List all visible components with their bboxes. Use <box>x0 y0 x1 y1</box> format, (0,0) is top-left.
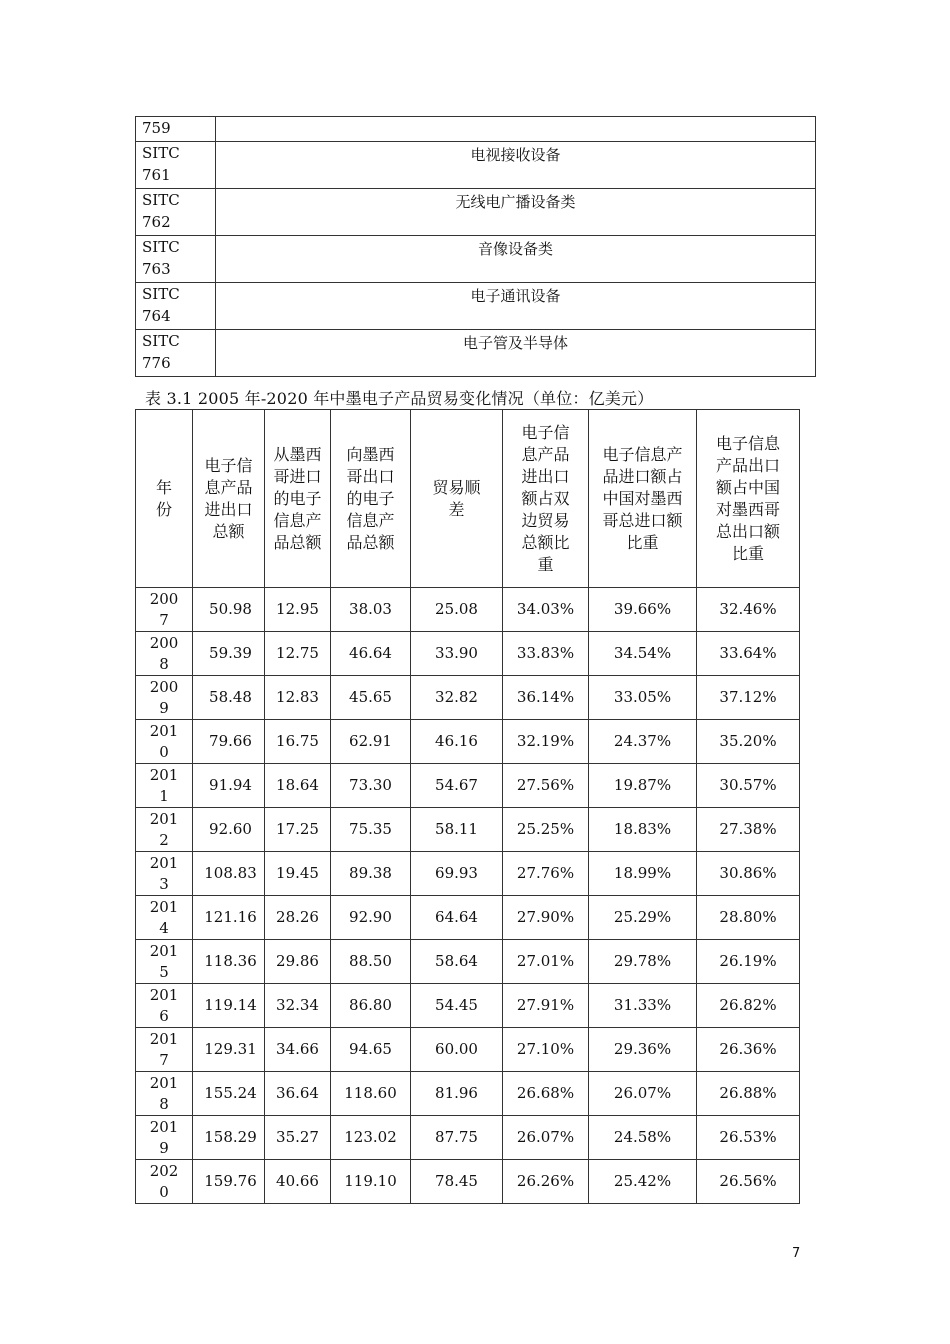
value-cell: 17.25 <box>265 808 331 852</box>
year-cell: 2007 <box>136 588 193 632</box>
value-cell: 58.48 <box>193 676 265 720</box>
value-cell: 26.07% <box>589 1072 697 1116</box>
value-cell: 32.34 <box>265 984 331 1028</box>
value-cell: 32.82 <box>411 676 503 720</box>
sitc-table-body <box>136 117 816 377</box>
value-cell: 119.14 <box>193 984 265 1028</box>
value-cell: 35.27 <box>265 1116 331 1160</box>
trade-header-cell: 电子信息产品进出口额占双边贸易总额比重 <box>503 410 589 588</box>
sitc-code-cell: SITC 762 <box>136 189 216 236</box>
value-cell: 18.99% <box>589 852 697 896</box>
year-cell: 2011 <box>136 764 193 808</box>
value-cell: 34.66 <box>265 1028 331 1072</box>
value-cell: 32.19% <box>503 720 589 764</box>
value-cell: 54.67 <box>411 764 503 808</box>
table-caption: 表 3.1 2005 年-2020 年中墨电子产品贸易变化情况（单位：亿美元） <box>145 389 654 408</box>
value-cell: 18.83% <box>589 808 697 852</box>
value-cell: 12.75 <box>265 632 331 676</box>
year-cell: 2008 <box>136 632 193 676</box>
year-cell: 2016 <box>136 984 193 1028</box>
trade-table-row <box>136 1028 800 1072</box>
value-cell: 46.16 <box>411 720 503 764</box>
value-cell: 26.88% <box>697 1072 800 1116</box>
value-cell: 24.37% <box>589 720 697 764</box>
value-cell: 123.02 <box>331 1116 411 1160</box>
value-cell: 36.64 <box>265 1072 331 1116</box>
value-cell: 69.93 <box>411 852 503 896</box>
year-cell: 2018 <box>136 1072 193 1116</box>
sitc-name-cell: 电子管及半导体 <box>216 330 816 377</box>
sitc-table-row <box>136 330 816 377</box>
value-cell: 33.64% <box>697 632 800 676</box>
value-cell: 27.10% <box>503 1028 589 1072</box>
value-cell: 129.31 <box>193 1028 265 1072</box>
value-cell: 19.87% <box>589 764 697 808</box>
value-cell: 28.26 <box>265 896 331 940</box>
value-cell: 29.78% <box>589 940 697 984</box>
trade-table-header-row <box>136 410 800 588</box>
value-cell: 26.56% <box>697 1160 800 1204</box>
value-cell: 26.36% <box>697 1028 800 1072</box>
value-cell: 34.03% <box>503 588 589 632</box>
value-cell: 29.86 <box>265 940 331 984</box>
value-cell: 12.83 <box>265 676 331 720</box>
value-cell: 155.24 <box>193 1072 265 1116</box>
value-cell: 30.86% <box>697 852 800 896</box>
trade-header-cell: 电子信息产品进口额占中国对墨西哥总进口额比重 <box>589 410 697 588</box>
value-cell: 24.58% <box>589 1116 697 1160</box>
value-cell: 27.38% <box>697 808 800 852</box>
sitc-code-cell: 759 <box>136 117 216 142</box>
value-cell: 12.95 <box>265 588 331 632</box>
year-cell: 2019 <box>136 1116 193 1160</box>
sitc-code-cell: SITC 761 <box>136 142 216 189</box>
value-cell: 78.45 <box>411 1160 503 1204</box>
value-cell: 159.76 <box>193 1160 265 1204</box>
year-cell: 2014 <box>136 896 193 940</box>
value-cell: 118.60 <box>331 1072 411 1116</box>
value-cell: 27.90% <box>503 896 589 940</box>
value-cell: 37.12% <box>697 676 800 720</box>
value-cell: 16.75 <box>265 720 331 764</box>
trade-table-row <box>136 676 800 720</box>
value-cell: 33.90 <box>411 632 503 676</box>
value-cell: 64.64 <box>411 896 503 940</box>
sitc-table-row <box>136 117 816 142</box>
trade-table-row <box>136 632 800 676</box>
value-cell: 27.01% <box>503 940 589 984</box>
trade-header-cell: 电子信息产品出口额占中国对墨西哥总出口额比重 <box>697 410 800 588</box>
value-cell: 26.07% <box>503 1116 589 1160</box>
value-cell: 108.83 <box>193 852 265 896</box>
value-cell: 25.42% <box>589 1160 697 1204</box>
value-cell: 73.30 <box>331 764 411 808</box>
value-cell: 46.64 <box>331 632 411 676</box>
value-cell: 59.39 <box>193 632 265 676</box>
value-cell: 26.68% <box>503 1072 589 1116</box>
value-cell: 35.20% <box>697 720 800 764</box>
sitc-code-cell: SITC 764 <box>136 283 216 330</box>
trade-header-cell: 年份 <box>136 410 193 588</box>
value-cell: 33.83% <box>503 632 589 676</box>
value-cell: 28.80% <box>697 896 800 940</box>
value-cell: 26.53% <box>697 1116 800 1160</box>
value-cell: 58.64 <box>411 940 503 984</box>
value-cell: 26.26% <box>503 1160 589 1204</box>
trade-header-cell: 从墨西哥进口的电子信息产品总额 <box>265 410 331 588</box>
trade-table-row <box>136 764 800 808</box>
value-cell: 118.36 <box>193 940 265 984</box>
value-cell: 88.50 <box>331 940 411 984</box>
year-cell: 2012 <box>136 808 193 852</box>
trade-table-body <box>136 588 800 1204</box>
value-cell: 25.25% <box>503 808 589 852</box>
value-cell: 50.98 <box>193 588 265 632</box>
value-cell: 25.29% <box>589 896 697 940</box>
value-cell: 94.65 <box>331 1028 411 1072</box>
year-cell: 2017 <box>136 1028 193 1072</box>
trade-table-row <box>136 808 800 852</box>
year-cell: 2010 <box>136 720 193 764</box>
year-cell: 2009 <box>136 676 193 720</box>
value-cell: 45.65 <box>331 676 411 720</box>
sitc-name-cell: 音像设备类 <box>216 236 816 283</box>
sitc-table-row <box>136 142 816 189</box>
trade-table-row <box>136 1116 800 1160</box>
sitc-name-cell: 电子通讯设备 <box>216 283 816 330</box>
sitc-code-cell: SITC 763 <box>136 236 216 283</box>
value-cell: 60.00 <box>411 1028 503 1072</box>
value-cell: 40.66 <box>265 1160 331 1204</box>
value-cell: 25.08 <box>411 588 503 632</box>
value-cell: 27.76% <box>503 852 589 896</box>
trade-header-cell: 电子信息产品进出口总额 <box>193 410 265 588</box>
sitc-code-cell: SITC 776 <box>136 330 216 377</box>
value-cell: 81.96 <box>411 1072 503 1116</box>
value-cell: 79.66 <box>193 720 265 764</box>
value-cell: 26.19% <box>697 940 800 984</box>
value-cell: 27.56% <box>503 764 589 808</box>
value-cell: 91.94 <box>193 764 265 808</box>
value-cell: 29.36% <box>589 1028 697 1072</box>
sitc-table-row <box>136 283 816 330</box>
value-cell: 89.38 <box>331 852 411 896</box>
sitc-name-cell: 无线电广播设备类 <box>216 189 816 236</box>
value-cell: 32.46% <box>697 588 800 632</box>
sitc-name-cell: 电视接收设备 <box>216 142 816 189</box>
trade-table-row <box>136 940 800 984</box>
value-cell: 92.90 <box>331 896 411 940</box>
year-cell: 2015 <box>136 940 193 984</box>
value-cell: 27.91% <box>503 984 589 1028</box>
value-cell: 38.03 <box>331 588 411 632</box>
value-cell: 54.45 <box>411 984 503 1028</box>
sitc-table-row <box>136 236 816 283</box>
value-cell: 119.10 <box>331 1160 411 1204</box>
trade-table-row <box>136 588 800 632</box>
value-cell: 18.64 <box>265 764 331 808</box>
trade-table-row <box>136 1072 800 1116</box>
year-cell: 2020 <box>136 1160 193 1204</box>
value-cell: 34.54% <box>589 632 697 676</box>
value-cell: 62.91 <box>331 720 411 764</box>
trade-table-row <box>136 1160 800 1204</box>
value-cell: 75.35 <box>331 808 411 852</box>
trade-table-row <box>136 984 800 1028</box>
trade-table-row <box>136 852 800 896</box>
value-cell: 39.66% <box>589 588 697 632</box>
sitc-name-cell <box>216 117 816 142</box>
value-cell: 92.60 <box>193 808 265 852</box>
value-cell: 86.80 <box>331 984 411 1028</box>
value-cell: 26.82% <box>697 984 800 1028</box>
value-cell: 19.45 <box>265 852 331 896</box>
value-cell: 87.75 <box>411 1116 503 1160</box>
value-cell: 36.14% <box>503 676 589 720</box>
trade-header-cell: 贸易顺差 <box>411 410 503 588</box>
sitc-code-table <box>135 116 816 377</box>
value-cell: 33.05% <box>589 676 697 720</box>
value-cell: 30.57% <box>697 764 800 808</box>
year-cell: 2013 <box>136 852 193 896</box>
trade-table-row <box>136 896 800 940</box>
value-cell: 158.29 <box>193 1116 265 1160</box>
value-cell: 121.16 <box>193 896 265 940</box>
sitc-table-row <box>136 189 816 236</box>
value-cell: 58.11 <box>411 808 503 852</box>
trade-table <box>135 409 800 1204</box>
trade-table-row <box>136 720 800 764</box>
page-number: 7 <box>792 1246 801 1261</box>
trade-header-cell: 向墨西哥出口的电子信息产品总额 <box>331 410 411 588</box>
value-cell: 31.33% <box>589 984 697 1028</box>
